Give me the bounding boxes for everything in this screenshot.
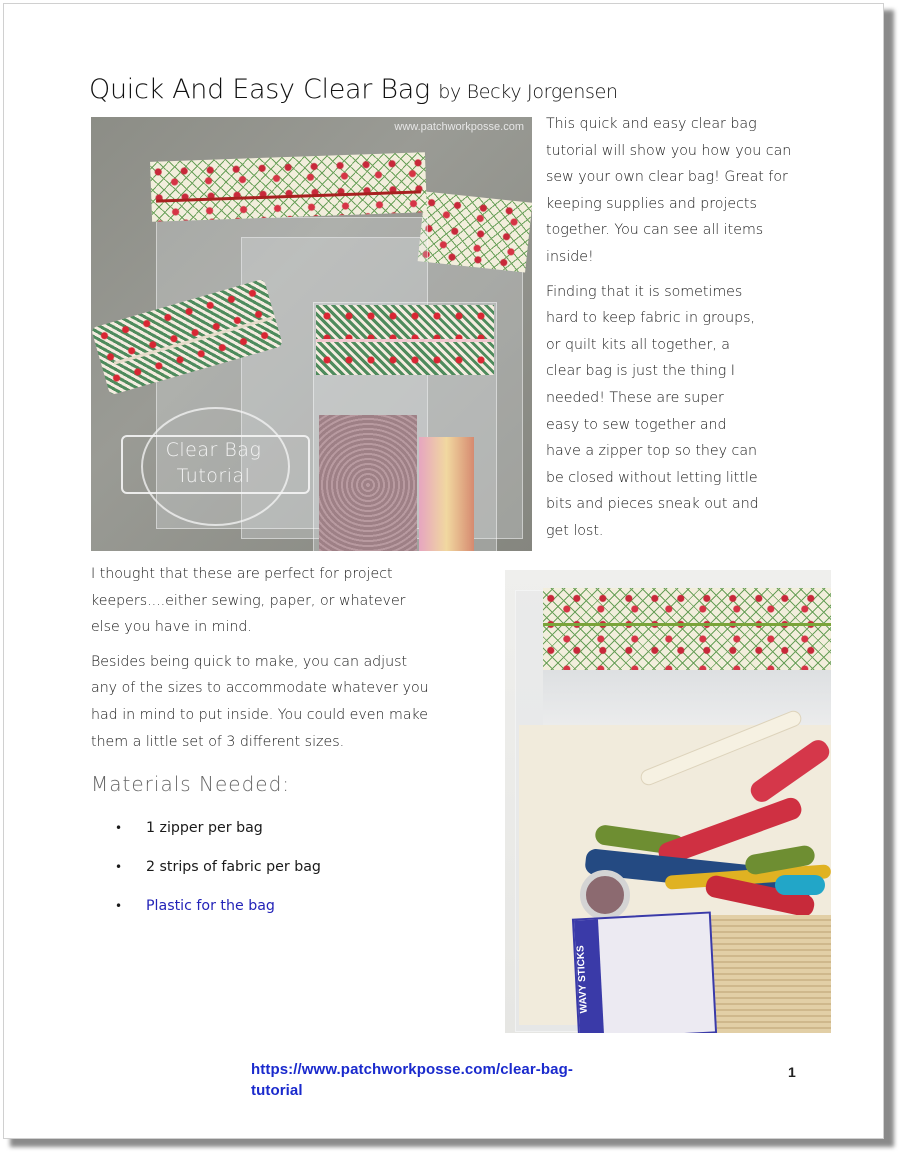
zipper	[316, 339, 494, 342]
page-number: 1	[788, 1064, 796, 1080]
fabric-piece	[419, 437, 474, 551]
intro-paragraph-1: This quick and easy clear bag tutorial will show you how you can sew your own clear bag! Great for keeping supplies and projects together. You can see all items inside!	[546, 116, 792, 265]
product-label-text: WAVY STICKS	[574, 919, 604, 1033]
materials-list	[115, 813, 321, 930]
page-title	[89, 74, 618, 105]
fabric-top	[418, 192, 532, 273]
zipper	[543, 623, 831, 626]
fabric-top	[543, 588, 831, 670]
bullet-icon: •	[115, 899, 123, 913]
body-paragraph-1: I thought that these are perfect for project keepers....either sewing, paper, or whatever else you have in mind.	[91, 566, 406, 636]
author-byline: by Becky Jorgensen	[438, 81, 618, 103]
clear-bag-photo	[91, 117, 532, 551]
source-url-link[interactable]: https://www.patchworkposse.com/clear-bag-tutorial	[251, 1061, 573, 1099]
materials-item-link[interactable]	[115, 891, 321, 930]
title-text: Quick And Easy Clear Bag	[89, 74, 430, 105]
wooden-sticks	[700, 915, 831, 1033]
body-text	[91, 561, 431, 763]
fabric-piece	[319, 415, 417, 551]
filled-bag-photo	[505, 570, 831, 1033]
materials-item	[115, 813, 321, 852]
floss-skein	[775, 875, 825, 895]
photo-watermark: www.patchworkposse.com	[394, 121, 524, 133]
tape-roll	[580, 870, 630, 920]
stamp-line-1: Clear Bag	[165, 439, 262, 461]
plastic-link[interactable]: Plastic for the bag	[146, 898, 275, 914]
body-paragraph-2: Besides being quick to make, you can adjust any of the sizes to accommodate whatever you had in mind to put inside. You could even make them a little set of 3 different sizes.	[91, 653, 429, 750]
product-label	[572, 911, 717, 1033]
fabric-top	[150, 152, 427, 222]
materials-heading: Materials Needed:	[91, 772, 291, 796]
materials-item-label: 2 strips of fabric per bag	[146, 859, 321, 875]
stamp-text	[121, 437, 306, 489]
intro-text	[546, 111, 796, 553]
intro-paragraph-2: Finding that it is sometimes hard to keep fabric in groups, or quilt kits all together, a clear bag is just the thing I needed! These are super easy to sew together and have a zipper top so they can be closed without letting little bits and pieces sneak out and get lost.	[546, 283, 759, 539]
bullet-icon: •	[115, 860, 123, 874]
materials-item	[115, 852, 321, 891]
stamp-line-2: Tutorial	[176, 465, 251, 487]
materials-item-label: 1 zipper per bag	[146, 820, 263, 836]
bullet-icon: •	[115, 821, 123, 835]
